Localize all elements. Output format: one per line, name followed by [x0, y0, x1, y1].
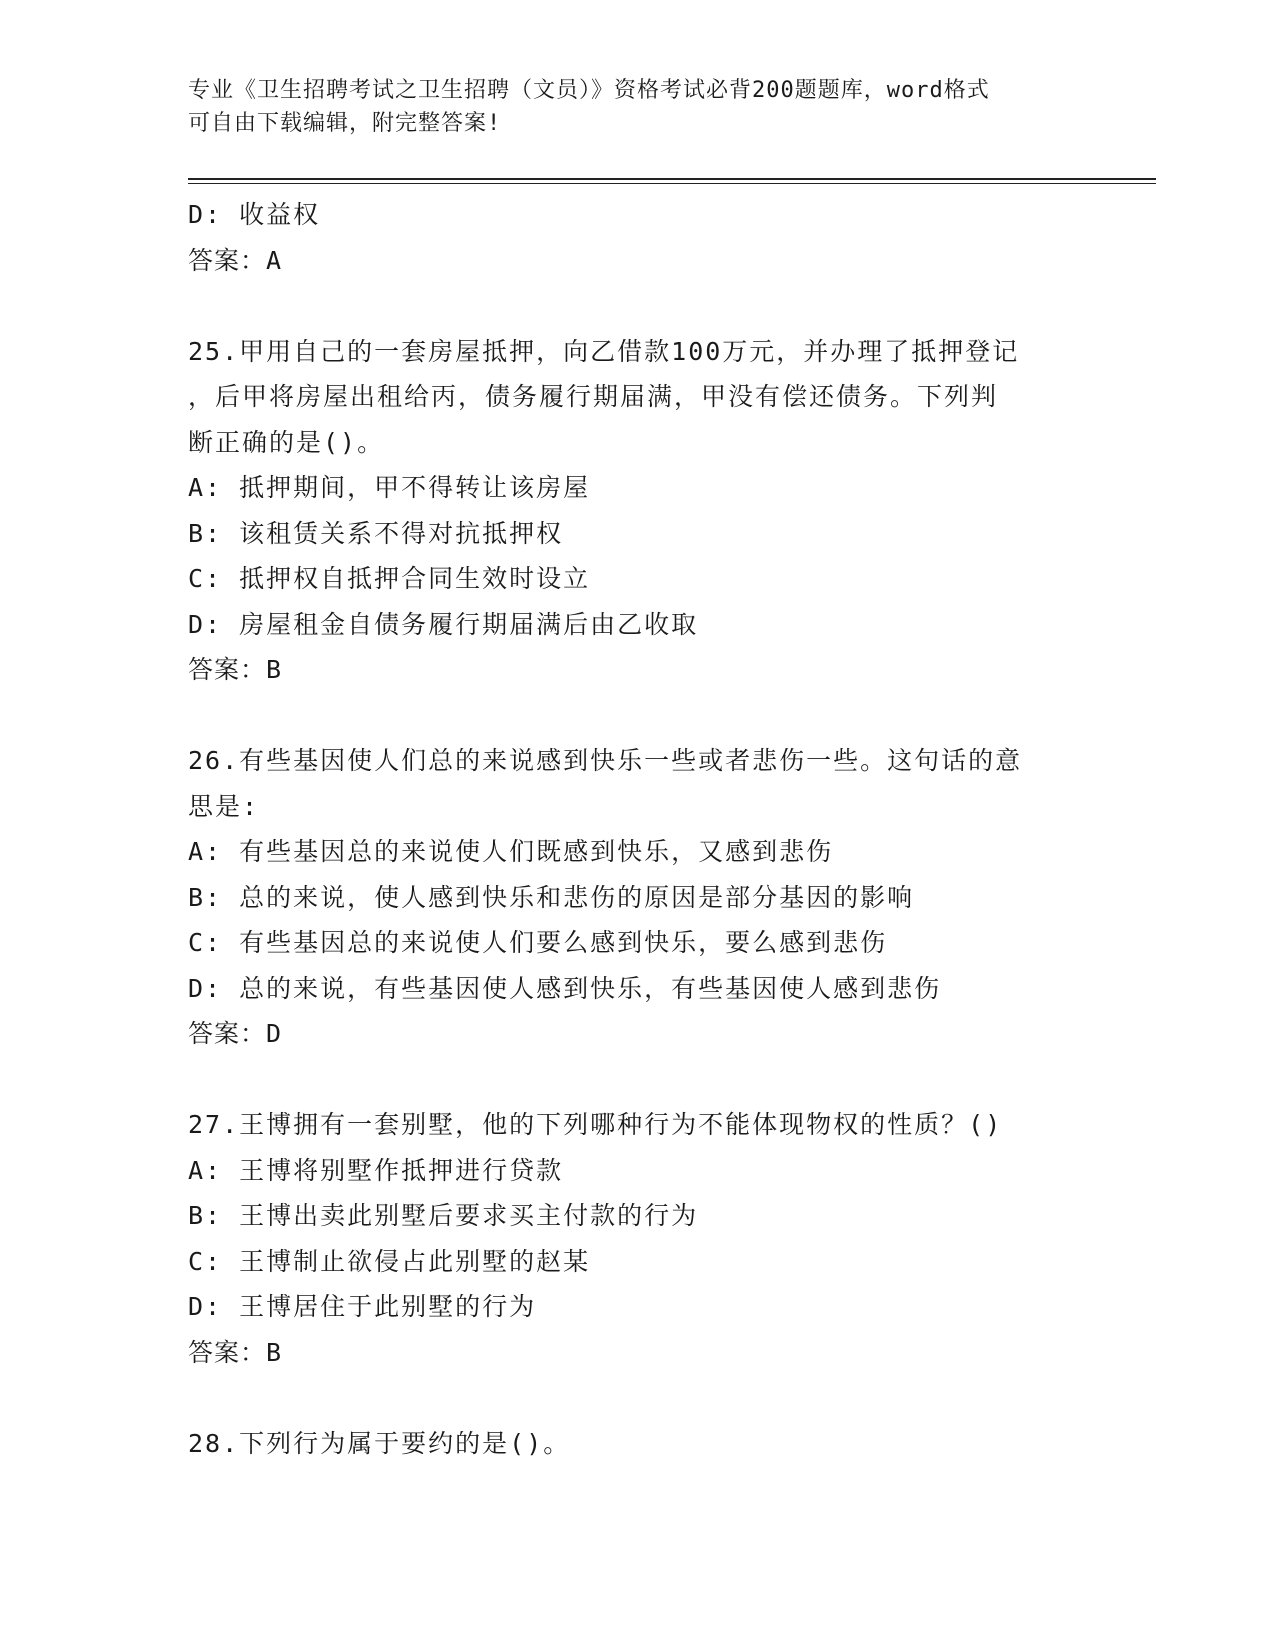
option-d: D: 收益权	[188, 200, 321, 229]
option-b: B: 该租赁关系不得对抗抵押权	[188, 518, 564, 548]
answer-line	[188, 1330, 1088, 1376]
spacer	[188, 283, 1088, 329]
question-text-line: 26.有些基因使人们总的来说感到快乐一些或者悲伤一些。这句话的意	[188, 746, 1023, 775]
option-c: C: 王博制止欲侵占此别墅的赵某	[188, 1246, 591, 1276]
answer-line	[188, 238, 1088, 284]
header-title-line-2: 可自由下载编辑，附完整答案!	[188, 111, 502, 136]
question-text-line: ，后甲将房屋出租给丙，债务履行期届满，甲没有偿还债务。下列判	[188, 382, 999, 411]
spacer	[188, 1375, 1088, 1421]
option-d: D: 房屋租金自债务履行期届满后由乙收取	[188, 609, 699, 639]
option-a: A: 王博将别墅作抵押进行贷款	[188, 1155, 564, 1185]
answer-value: B	[266, 655, 283, 684]
option-d: D: 王博居住于此别墅的行为	[188, 1292, 537, 1321]
question-text-line: 思是:	[188, 791, 260, 821]
question-27	[188, 1102, 1088, 1375]
page-header	[188, 74, 1088, 140]
previous-question-tail	[188, 192, 1088, 283]
answer-line	[188, 1011, 1088, 1057]
answer-label: 答案：	[188, 245, 267, 275]
header-divider-thick	[188, 178, 1156, 180]
question-text-line: 25.甲用自己的一套房屋抵押，向乙借款100万元，并办理了抵押登记	[188, 336, 1020, 366]
option-b: B: 王博出卖此别墅后要求买主付款的行为	[188, 1201, 699, 1230]
option-d: D: 总的来说，有些基因使人感到快乐，有些基因使人感到悲伤	[188, 973, 942, 1003]
answer-label: 答案：	[188, 655, 267, 684]
answer-value: D	[266, 1019, 283, 1048]
answer-value: B	[266, 1337, 283, 1367]
question-text-line: 28.下列行为属于要约的是()。	[188, 1428, 571, 1458]
option-a: A: 抵押期间，甲不得转让该房屋	[188, 473, 591, 502]
answer-label: 答案：	[188, 1337, 267, 1367]
header-title-line-1: 专业《卫生招聘考试之卫生招聘（文员）》资格考试必背200题题库，word格式	[188, 78, 990, 103]
answer-value: A	[266, 245, 283, 275]
spacer	[188, 693, 1088, 739]
option-c: C: 抵押权自抵押合同生效时设立	[188, 564, 591, 593]
spacer	[188, 1057, 1088, 1103]
header-divider-thin	[188, 183, 1156, 184]
option-c: C: 有些基因总的来说使人们要么感到快乐，要么感到悲伤	[188, 928, 888, 957]
question-content	[188, 192, 1088, 1466]
question-26	[188, 738, 1088, 1057]
question-25	[188, 329, 1088, 693]
question-28	[188, 1421, 1088, 1467]
answer-line	[188, 647, 1088, 693]
question-text-line: 断正确的是()。	[188, 427, 385, 457]
question-text-line: 27.王博拥有一套别墅，他的下列哪种行为不能体现物权的性质？()	[188, 1110, 1003, 1139]
option-a: A: 有些基因总的来说使人们既感到快乐，又感到悲伤	[188, 837, 834, 866]
option-b: B: 总的来说，使人感到快乐和悲伤的原因是部分基因的影响	[188, 882, 915, 912]
answer-label: 答案：	[188, 1019, 267, 1048]
